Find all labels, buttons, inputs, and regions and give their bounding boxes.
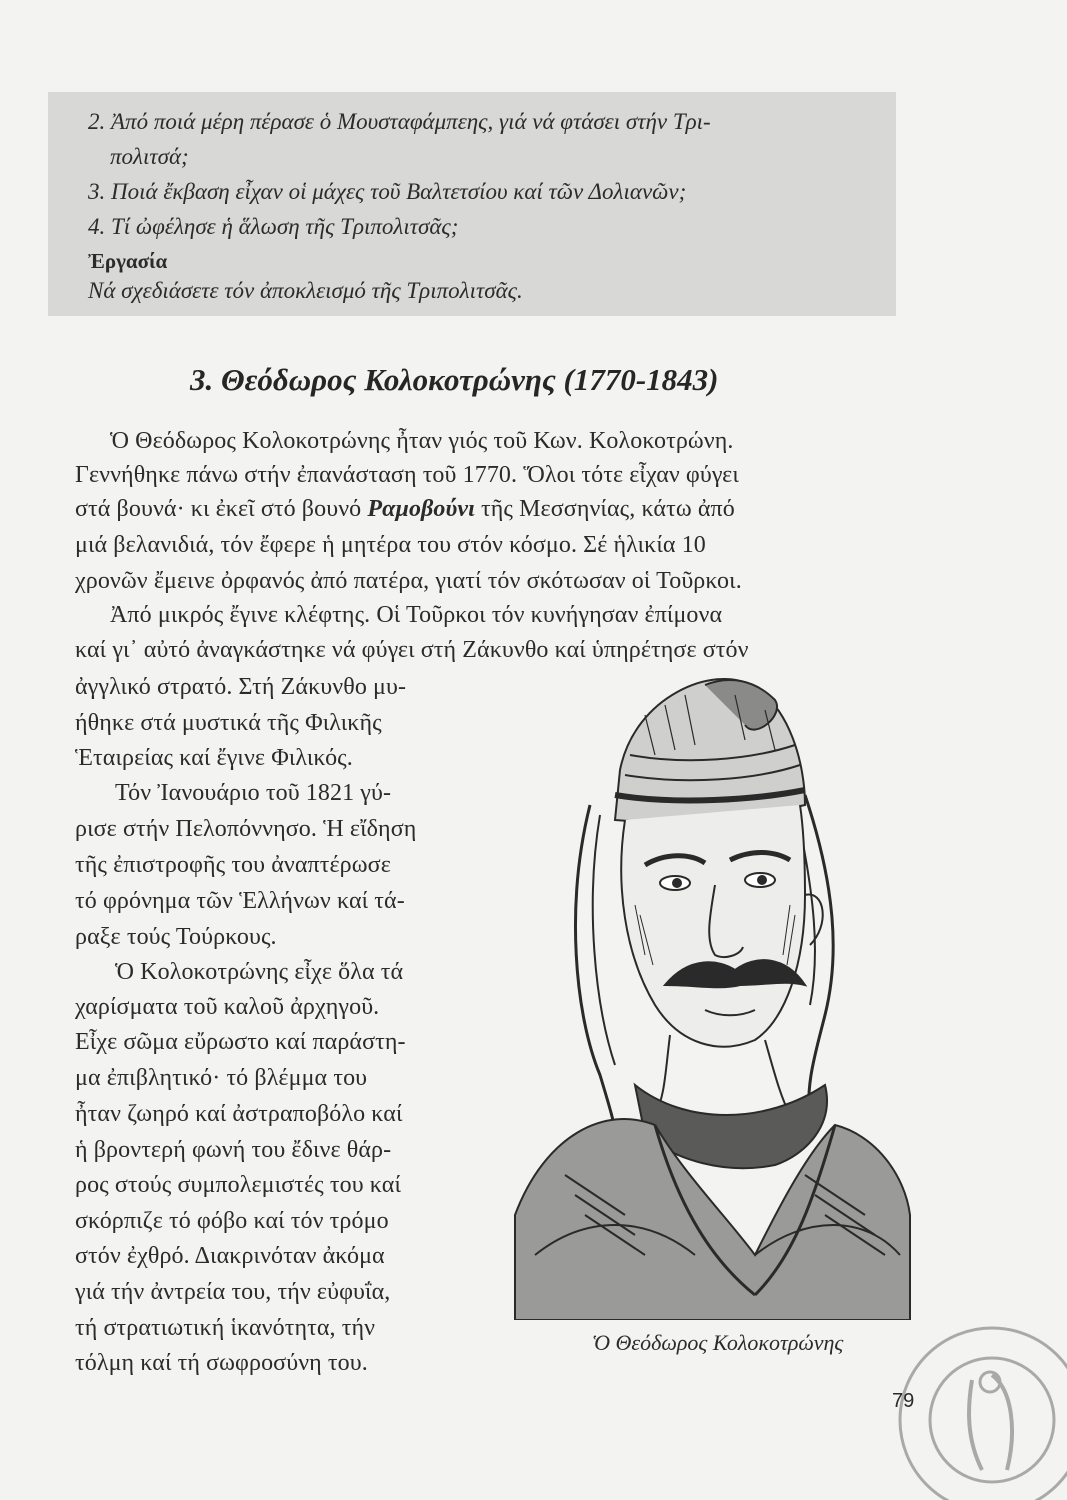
body-line: σκόρπιζε τό φόβο καί τόν τρόμο xyxy=(75,1208,389,1234)
body-line: ἡ βροντερή φωνή του ἔδινε θάρ- xyxy=(75,1137,392,1163)
place-name: Ραμοβούνι xyxy=(367,496,475,522)
body-line: ρος στούς συμπολεμιστές του καί xyxy=(75,1172,401,1198)
question-4: 4. Τί ὠφέλησε ἡ ἅλωση τῆς Τριπολιτσᾶς; xyxy=(88,214,459,239)
body-line: στόν ἐχθρό. Διακρινόταν ἀκόμα xyxy=(75,1243,385,1269)
body-line: τή στρατιωτική ἱκανότητα, τήν xyxy=(75,1315,376,1341)
body-line: ρισε στήν Πελοπόννησο. Ἡ εἴδηση xyxy=(75,816,417,842)
body-line: χαρίσματα τοῦ καλοῦ ἀρχηγοῦ. xyxy=(75,994,380,1020)
body-line: Γεννήθηκε πάνω στήν ἐπανάσταση τοῦ 1770. Ὅλοι τότε εἶχαν φύγει xyxy=(75,462,739,488)
body-line: μα ἐπιβλητικό· τό βλέμμα του xyxy=(75,1065,368,1091)
body-line: ἦταν ζωηρό καί ἀστραποβόλο καί xyxy=(75,1101,403,1127)
body-text: στά βουνά· κι ἐκεῖ στό βουνό xyxy=(75,496,368,522)
question-2-line-1: 2. Ἀπό ποιά μέρη πέρασε ὁ Μουσταφάμπεης, γιά νά φτάσει στήν Τρι- xyxy=(88,109,711,134)
portrait-engraving-icon xyxy=(505,655,915,1320)
body-line-with-place xyxy=(75,492,735,526)
body-line: τό φρόνημα τῶν Ἑλλήνων καί τά- xyxy=(75,888,405,914)
body-line: τῆς ἐπιστροφῆς του ἀναπτέρωσε xyxy=(75,852,391,878)
body-line: χρονῶν ἔμεινε ὀρφανός ἀπό πατέρα, γιατί τόν σκότωσαν οἱ Τοῦρκοι. xyxy=(75,568,742,594)
body-line: Τόν Ἰανουάριο τοῦ 1821 γύ- xyxy=(115,780,392,806)
body-line: γιά τήν ἀντρεία του, τήν εὐφυΐα, xyxy=(75,1279,391,1305)
question-2-line-2: πολιτσά; xyxy=(110,144,189,169)
body-line: ήθηκε στά μυστικά τῆς Φιλικῆς xyxy=(75,710,382,736)
body-text: τῆς Μεσσηνίας, κάτω ἀπό xyxy=(474,496,735,522)
body-line: Ἑταιρείας καί ἔγινε Φιλικός. xyxy=(75,745,353,771)
body-line: Ἀπό μικρός ἔγινε κλέφτης. Οἱ Τοῦρκοι τόν κυνήγησαν ἐπίμονα xyxy=(110,602,723,628)
page-number: 79 xyxy=(892,1390,915,1412)
body-line: ἀγγλικό στρατό. Στή Ζάκυνθο μυ- xyxy=(75,674,407,700)
body-line: Ὁ Θεόδωρος Κολοκοτρώνης ἦταν γιός τοῦ Κων. Κολοκοτρώνη. xyxy=(110,428,734,454)
body-line: καί γι᾽ αὐτό ἀναγκάστηκε νά φύγει στή Ζάκυνθο καί ὑπηρέτησε στόν xyxy=(75,637,749,663)
body-line: Εἶχε σῶμα εὔρωστο καί παράστη- xyxy=(75,1029,406,1055)
figure-caption: Ὁ Θεόδωρος Κολοκοτρώνης xyxy=(592,1330,844,1355)
body-line: μιά βελανιδιά, τόν ἔφερε ἡ μητέρα του στόν κόσμο. Σέ ἡλικία 10 xyxy=(75,532,706,558)
body-line: ραξε τούς Τούρκους. xyxy=(75,924,277,950)
body-line: τόλμη καί τή σωφροσύνη του. xyxy=(75,1350,368,1376)
work-label: Ἐργασία xyxy=(88,249,168,273)
body-line: Ὁ Κολοκοτρώνης εἶχε ὅλα τά xyxy=(115,959,404,985)
question-3: 3. Ποιά ἔκβαση εἶχαν οἱ μάχες τοῦ Βαλτετσίου καί τῶν Δολιανῶν; xyxy=(88,179,687,204)
section-title: 3. Θεόδωρος Κολοκοτρώνης (1770-1843) xyxy=(190,362,719,397)
work-text: Νά σχεδιάσετε τόν ἀποκλεισμό τῆς Τριπολιτσᾶς. xyxy=(88,278,523,303)
